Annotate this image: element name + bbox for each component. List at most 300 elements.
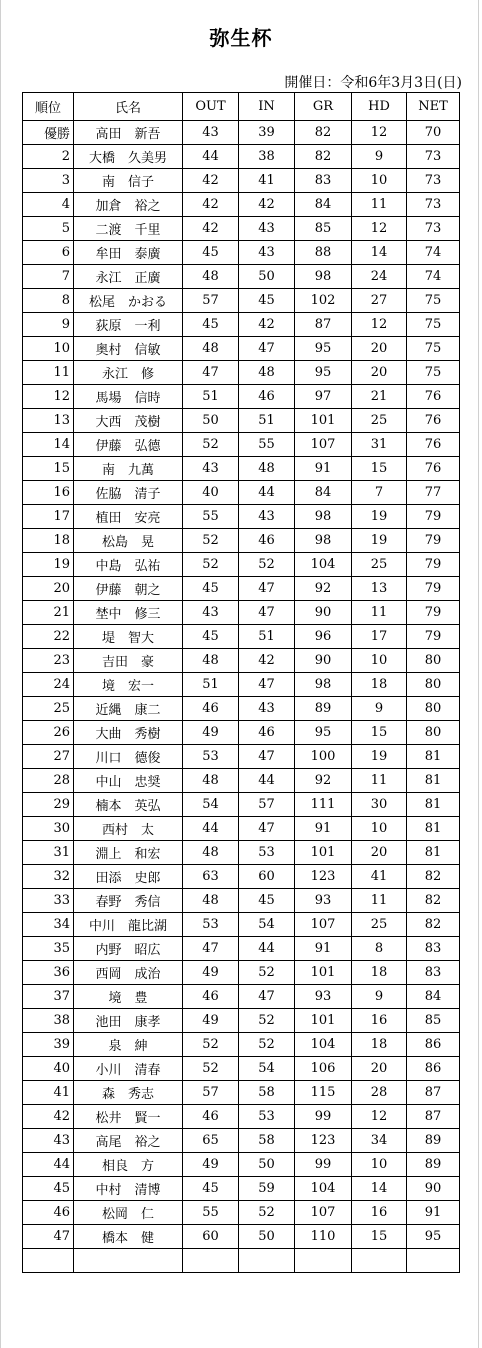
cell-rank: 4 (23, 193, 74, 217)
cell-hd: 27 (352, 289, 407, 313)
cell-name: 橋本 健 (74, 1225, 183, 1249)
cell-hd: 7 (352, 481, 407, 505)
cell-rank: 23 (23, 649, 74, 673)
cell-in: 57 (239, 793, 295, 817)
cell-net: 81 (407, 769, 460, 793)
cell-net: 83 (407, 961, 460, 985)
cell-hd: 20 (352, 337, 407, 361)
cell-hd: 9 (352, 145, 407, 169)
cell-hd: 17 (352, 625, 407, 649)
cell-net: 76 (407, 385, 460, 409)
cell-name: 永江 修 (74, 361, 183, 385)
cell-net: 81 (407, 817, 460, 841)
cell-out: 46 (183, 697, 239, 721)
cell-hd: 11 (352, 889, 407, 913)
table-row (23, 1129, 460, 1153)
cell-net: 80 (407, 649, 460, 673)
cell-rank: 14 (23, 433, 74, 457)
cell-net: 73 (407, 169, 460, 193)
cell-net: 79 (407, 577, 460, 601)
cell-name: 南 信子 (74, 169, 183, 193)
cell-hd: 15 (352, 1225, 407, 1249)
table-row (23, 793, 460, 817)
cell-in: 53 (239, 841, 295, 865)
cell-name: 伊藤 朝之 (74, 577, 183, 601)
cell-in: 47 (239, 745, 295, 769)
cell-out: 44 (183, 817, 239, 841)
cell-out: 43 (183, 121, 239, 145)
header-out: OUT (183, 93, 239, 121)
table-row (23, 937, 460, 961)
cell-in: 51 (239, 625, 295, 649)
table-row (23, 505, 460, 529)
cell-net: 74 (407, 241, 460, 265)
cell-in: 47 (239, 601, 295, 625)
table-row (23, 841, 460, 865)
cell-gr: 93 (295, 985, 352, 1009)
cell-in: 60 (239, 865, 295, 889)
cell-gr: 97 (295, 385, 352, 409)
table-row (23, 337, 460, 361)
cell-name: 堤 智大 (74, 625, 183, 649)
cell-in: 53 (239, 1105, 295, 1129)
cell-gr: 99 (295, 1153, 352, 1177)
table-row (23, 313, 460, 337)
cell-net: 75 (407, 337, 460, 361)
cell-name: 淵上 和宏 (74, 841, 183, 865)
results-table (22, 92, 460, 1273)
cell-in: 45 (239, 289, 295, 313)
cell-name: 高田 新吾 (74, 121, 183, 145)
cell-net: 86 (407, 1057, 460, 1081)
table-row (23, 1009, 460, 1033)
cell-gr: 87 (295, 313, 352, 337)
cell-gr: 123 (295, 865, 352, 889)
cell-name: 大曲 秀樹 (74, 721, 183, 745)
cell-gr: 95 (295, 721, 352, 745)
cell-gr: 104 (295, 1033, 352, 1057)
cell-rank (23, 1249, 74, 1273)
cell-hd: 21 (352, 385, 407, 409)
table-row (23, 697, 460, 721)
cell-hd: 16 (352, 1201, 407, 1225)
cell-rank: 2 (23, 145, 74, 169)
cell-in: 54 (239, 1057, 295, 1081)
cell-in: 52 (239, 1201, 295, 1225)
cell-gr: 98 (295, 529, 352, 553)
cell-rank: 30 (23, 817, 74, 841)
table-row (23, 553, 460, 577)
cell-net: 90 (407, 1177, 460, 1201)
cell-name: 中川 龍比湖 (74, 913, 183, 937)
cell-out: 53 (183, 745, 239, 769)
table-row (23, 625, 460, 649)
header-gr: GR (295, 93, 352, 121)
table-row (23, 913, 460, 937)
cell-name: 西岡 成治 (74, 961, 183, 985)
cell-rank: 10 (23, 337, 74, 361)
cell-name: 川口 德俊 (74, 745, 183, 769)
cell-in: 47 (239, 673, 295, 697)
cell-gr: 101 (295, 409, 352, 433)
cell-hd: 34 (352, 1129, 407, 1153)
header-in: IN (239, 93, 295, 121)
cell-hd: 10 (352, 817, 407, 841)
cell-name: 大西 茂樹 (74, 409, 183, 433)
cell-rank: 26 (23, 721, 74, 745)
cell-rank: 18 (23, 529, 74, 553)
cell-name: 佐脇 清子 (74, 481, 183, 505)
cell-hd: 28 (352, 1081, 407, 1105)
cell-hd: 14 (352, 241, 407, 265)
cell-out: 48 (183, 337, 239, 361)
cell-net: 95 (407, 1225, 460, 1249)
cell-net: 79 (407, 553, 460, 577)
cell-gr: 84 (295, 481, 352, 505)
cell-out: 43 (183, 601, 239, 625)
cell-out: 40 (183, 481, 239, 505)
cell-name: 吉田 豪 (74, 649, 183, 673)
cell-in: 43 (239, 697, 295, 721)
table-row (23, 601, 460, 625)
cell-gr: 90 (295, 601, 352, 625)
cell-hd: 15 (352, 457, 407, 481)
cell-net: 89 (407, 1129, 460, 1153)
cell-out: 46 (183, 985, 239, 1009)
cell-name: 牟田 泰廣 (74, 241, 183, 265)
cell-rank: 36 (23, 961, 74, 985)
cell-rank: 43 (23, 1129, 74, 1153)
cell-rank: 47 (23, 1225, 74, 1249)
cell-net: 74 (407, 265, 460, 289)
table-row (23, 961, 460, 985)
cell-rank: 13 (23, 409, 74, 433)
cell-hd: 18 (352, 961, 407, 985)
cell-in: 46 (239, 385, 295, 409)
cell-net: 83 (407, 937, 460, 961)
cell-hd: 30 (352, 793, 407, 817)
cell-hd: 9 (352, 985, 407, 1009)
cell-net: 79 (407, 601, 460, 625)
cell-net: 79 (407, 625, 460, 649)
cell-hd: 8 (352, 937, 407, 961)
cell-rank: 32 (23, 865, 74, 889)
header-hd: HD (352, 93, 407, 121)
cell-net: 89 (407, 1153, 460, 1177)
cell-rank: 24 (23, 673, 74, 697)
cell-rank: 41 (23, 1081, 74, 1105)
cell-net: 75 (407, 313, 460, 337)
cell-hd: 25 (352, 913, 407, 937)
cell-gr: 101 (295, 841, 352, 865)
cell-out: 48 (183, 841, 239, 865)
cell-out: 47 (183, 361, 239, 385)
table-row (23, 361, 460, 385)
cell-out: 60 (183, 1225, 239, 1249)
cell-hd: 11 (352, 601, 407, 625)
cell-rank: 6 (23, 241, 74, 265)
cell-rank: 35 (23, 937, 74, 961)
page-title: 弥生杯 (209, 26, 273, 50)
cell-gr: 83 (295, 169, 352, 193)
cell-out: 48 (183, 889, 239, 913)
cell-net: 87 (407, 1105, 460, 1129)
cell-gr: 82 (295, 121, 352, 145)
cell-rank: 28 (23, 769, 74, 793)
cell-net: 81 (407, 793, 460, 817)
table-row (23, 457, 460, 481)
cell-out: 44 (183, 145, 239, 169)
cell-name: 松尾 かおる (74, 289, 183, 313)
cell-out: 57 (183, 289, 239, 313)
cell-name: 田添 史郎 (74, 865, 183, 889)
cell-gr: 107 (295, 1201, 352, 1225)
gridline-left (0, 0, 1, 1348)
cell-out: 45 (183, 1177, 239, 1201)
table-row (23, 529, 460, 553)
cell-net: 79 (407, 529, 460, 553)
cell-out: 54 (183, 793, 239, 817)
cell-hd: 20 (352, 841, 407, 865)
table-row (23, 985, 460, 1009)
cell-rank: 12 (23, 385, 74, 409)
cell-name: 近縄 康二 (74, 697, 183, 721)
cell-gr: 84 (295, 193, 352, 217)
cell-gr: 88 (295, 241, 352, 265)
cell-name: 植田 安亮 (74, 505, 183, 529)
cell-rank: 33 (23, 889, 74, 913)
cell-rank: 5 (23, 217, 74, 241)
table-row (23, 241, 460, 265)
cell-hd: 24 (352, 265, 407, 289)
cell-out: 42 (183, 169, 239, 193)
table-body (23, 121, 460, 1273)
cell-in: 44 (239, 481, 295, 505)
cell-hd: 31 (352, 433, 407, 457)
cell-in: 44 (239, 937, 295, 961)
cell-net: 79 (407, 505, 460, 529)
cell-in: 50 (239, 1153, 295, 1177)
cell-hd (352, 1249, 407, 1273)
cell-gr: 92 (295, 577, 352, 601)
cell-in: 47 (239, 337, 295, 361)
cell-gr: 89 (295, 697, 352, 721)
cell-name: 大橋 久美男 (74, 145, 183, 169)
table-row (23, 649, 460, 673)
cell-hd: 18 (352, 1033, 407, 1057)
cell-gr: 106 (295, 1057, 352, 1081)
cell-out: 51 (183, 673, 239, 697)
table-row (23, 217, 460, 241)
cell-gr: 100 (295, 745, 352, 769)
cell-gr: 96 (295, 625, 352, 649)
cell-out: 42 (183, 193, 239, 217)
cell-hd: 18 (352, 673, 407, 697)
cell-gr: 98 (295, 673, 352, 697)
cell-in: 47 (239, 577, 295, 601)
cell-name: 内野 昭広 (74, 937, 183, 961)
cell-net: 82 (407, 913, 460, 937)
cell-out: 63 (183, 865, 239, 889)
cell-in: 47 (239, 985, 295, 1009)
cell-name: 伊藤 弘德 (74, 433, 183, 457)
cell-gr: 104 (295, 553, 352, 577)
cell-name: 南 九萬 (74, 457, 183, 481)
cell-name: 馬場 信時 (74, 385, 183, 409)
cell-hd: 12 (352, 313, 407, 337)
cell-name: 高尾 裕之 (74, 1129, 183, 1153)
cell-rank: 34 (23, 913, 74, 937)
cell-rank: 17 (23, 505, 74, 529)
cell-in: 46 (239, 721, 295, 745)
cell-out: 49 (183, 1009, 239, 1033)
cell-in: 59 (239, 1177, 295, 1201)
table-row (23, 1153, 460, 1177)
cell-out: 43 (183, 457, 239, 481)
cell-rank: 46 (23, 1201, 74, 1225)
cell-net: 81 (407, 841, 460, 865)
cell-out: 50 (183, 409, 239, 433)
cell-in: 48 (239, 361, 295, 385)
cell-in (239, 1249, 295, 1273)
cell-name: 中島 弘祐 (74, 553, 183, 577)
cell-in: 42 (239, 193, 295, 217)
cell-rank: 8 (23, 289, 74, 313)
cell-net: 86 (407, 1033, 460, 1057)
table-row (23, 193, 460, 217)
table-row (23, 433, 460, 457)
header-rank: 順位 (23, 93, 74, 121)
cell-gr: 115 (295, 1081, 352, 1105)
cell-name: 森 秀志 (74, 1081, 183, 1105)
cell-out: 52 (183, 433, 239, 457)
cell-in: 58 (239, 1081, 295, 1105)
table-row (23, 481, 460, 505)
cell-hd: 20 (352, 361, 407, 385)
cell-hd: 14 (352, 1177, 407, 1201)
cell-in: 42 (239, 313, 295, 337)
table-row (23, 1033, 460, 1057)
table-row (23, 673, 460, 697)
cell-in: 52 (239, 1033, 295, 1057)
cell-in: 42 (239, 649, 295, 673)
cell-gr: 91 (295, 457, 352, 481)
cell-hd: 12 (352, 1105, 407, 1129)
cell-in: 58 (239, 1129, 295, 1153)
table-row (23, 1105, 460, 1129)
cell-hd: 11 (352, 769, 407, 793)
cell-gr: 111 (295, 793, 352, 817)
cell-net (407, 1249, 460, 1273)
cell-net: 70 (407, 121, 460, 145)
cell-gr: 107 (295, 913, 352, 937)
cell-in: 50 (239, 265, 295, 289)
cell-in: 44 (239, 769, 295, 793)
table-row (23, 385, 460, 409)
cell-net: 81 (407, 745, 460, 769)
cell-hd: 11 (352, 193, 407, 217)
cell-net: 82 (407, 865, 460, 889)
cell-hd: 10 (352, 1153, 407, 1177)
cell-net: 80 (407, 673, 460, 697)
cell-name: 中山 忠奨 (74, 769, 183, 793)
cell-hd: 25 (352, 409, 407, 433)
cell-out: 45 (183, 625, 239, 649)
table-row (23, 1249, 460, 1273)
cell-rank: 優勝 (23, 121, 74, 145)
cell-rank: 3 (23, 169, 74, 193)
gridline-right (478, 0, 479, 1348)
table-row (23, 289, 460, 313)
cell-net: 91 (407, 1201, 460, 1225)
cell-name: 奥村 信敏 (74, 337, 183, 361)
cell-out: 52 (183, 1033, 239, 1057)
cell-gr: 107 (295, 433, 352, 457)
cell-hd: 9 (352, 697, 407, 721)
cell-gr: 92 (295, 769, 352, 793)
cell-rank: 22 (23, 625, 74, 649)
cell-name: 荻原 一利 (74, 313, 183, 337)
header-net: NET (407, 93, 460, 121)
cell-out: 46 (183, 1105, 239, 1129)
cell-net: 75 (407, 361, 460, 385)
cell-rank: 44 (23, 1153, 74, 1177)
cell-gr: 123 (295, 1129, 352, 1153)
cell-out: 49 (183, 721, 239, 745)
cell-rank: 29 (23, 793, 74, 817)
table-row (23, 1201, 460, 1225)
cell-name: 中村 清博 (74, 1177, 183, 1201)
cell-name: 二渡 千里 (74, 217, 183, 241)
cell-gr: 93 (295, 889, 352, 913)
cell-gr: 104 (295, 1177, 352, 1201)
cell-in: 43 (239, 505, 295, 529)
cell-name: 春野 秀信 (74, 889, 183, 913)
cell-net: 80 (407, 697, 460, 721)
cell-name: 境 宏一 (74, 673, 183, 697)
table-row (23, 409, 460, 433)
event-date: 開催日：令和6年3月3日(日) (284, 75, 462, 91)
table-row (23, 577, 460, 601)
cell-out: 45 (183, 241, 239, 265)
cell-out: 42 (183, 217, 239, 241)
cell-gr: 98 (295, 265, 352, 289)
cell-gr (295, 1249, 352, 1273)
cell-hd: 13 (352, 577, 407, 601)
cell-net: 76 (407, 433, 460, 457)
table-header-row (23, 93, 460, 121)
cell-rank: 7 (23, 265, 74, 289)
cell-in: 43 (239, 217, 295, 241)
cell-out: 55 (183, 1201, 239, 1225)
cell-hd: 10 (352, 649, 407, 673)
table-row (23, 1081, 460, 1105)
cell-in: 55 (239, 433, 295, 457)
cell-rank: 25 (23, 697, 74, 721)
cell-gr: 82 (295, 145, 352, 169)
cell-rank: 20 (23, 577, 74, 601)
table-row (23, 145, 460, 169)
cell-rank: 27 (23, 745, 74, 769)
cell-out: 48 (183, 265, 239, 289)
cell-name: 楠本 英弘 (74, 793, 183, 817)
table-row (23, 817, 460, 841)
cell-rank: 21 (23, 601, 74, 625)
cell-in: 48 (239, 457, 295, 481)
cell-rank: 45 (23, 1177, 74, 1201)
cell-name: 松島 晃 (74, 529, 183, 553)
cell-gr: 102 (295, 289, 352, 313)
